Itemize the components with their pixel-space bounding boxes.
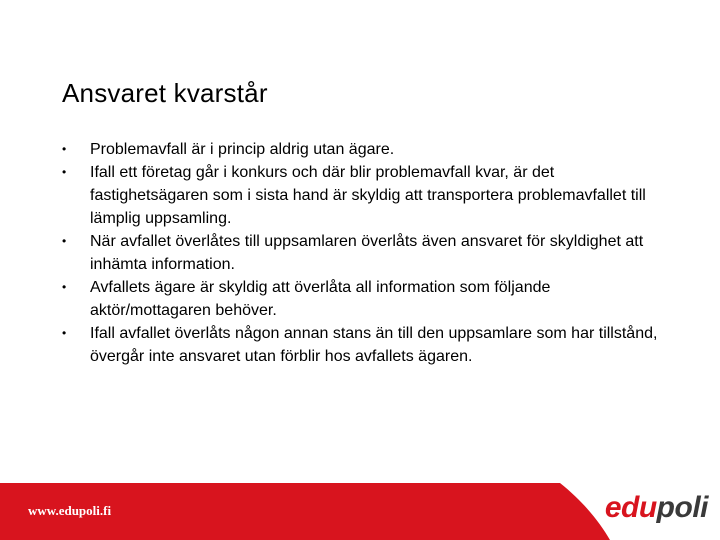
bullet-dot-icon: •: [62, 280, 67, 294]
footer-band: [0, 483, 720, 540]
logo-text-poli: poli: [656, 491, 708, 524]
bullet-list: [62, 138, 672, 368]
logo-text-edu: edu: [604, 491, 657, 524]
slide-title: Ansvaret kvarstår: [62, 78, 268, 108]
bullet-dot-icon: •: [62, 234, 67, 248]
bullet-text: När avfallet överlåtes till uppsamlaren överlåts även ansvaret för skyldighet att inhämta information.: [90, 233, 644, 273]
bullet-item: [62, 161, 672, 230]
bullet-item: [62, 138, 672, 161]
bullet-dot-icon: •: [62, 142, 67, 156]
bullet-text: Ifall ett företag går i konkurs och där blir problemavfall kvar, är det fastighetsägaren som i sista hand är skyldig att transportera problemavfallet till lämplig uppsamling.: [90, 164, 646, 227]
bullet-text: Ifall avfallet överlåts någon annan stans än till den uppsamlare som har tillstånd, övergår inte ansvaret utan förblir hos avfallets ägaren.: [90, 325, 658, 365]
bullet-dot-icon: •: [62, 326, 67, 340]
bullet-text: Avfallets ägare är skyldig att överlåta all information som följande aktör/mottagaren behöver.: [90, 279, 551, 319]
footer-url-link[interactable]: www.edupoli.fi: [28, 503, 112, 518]
bullet-item: [62, 322, 672, 368]
bullet-dot-icon: •: [62, 165, 67, 179]
bullet-item: [62, 230, 672, 276]
edupoli-logo: [605, 491, 708, 525]
bullet-item: [62, 276, 672, 322]
bullet-text: Problemavfall är i princip aldrig utan ägare.: [90, 141, 395, 158]
